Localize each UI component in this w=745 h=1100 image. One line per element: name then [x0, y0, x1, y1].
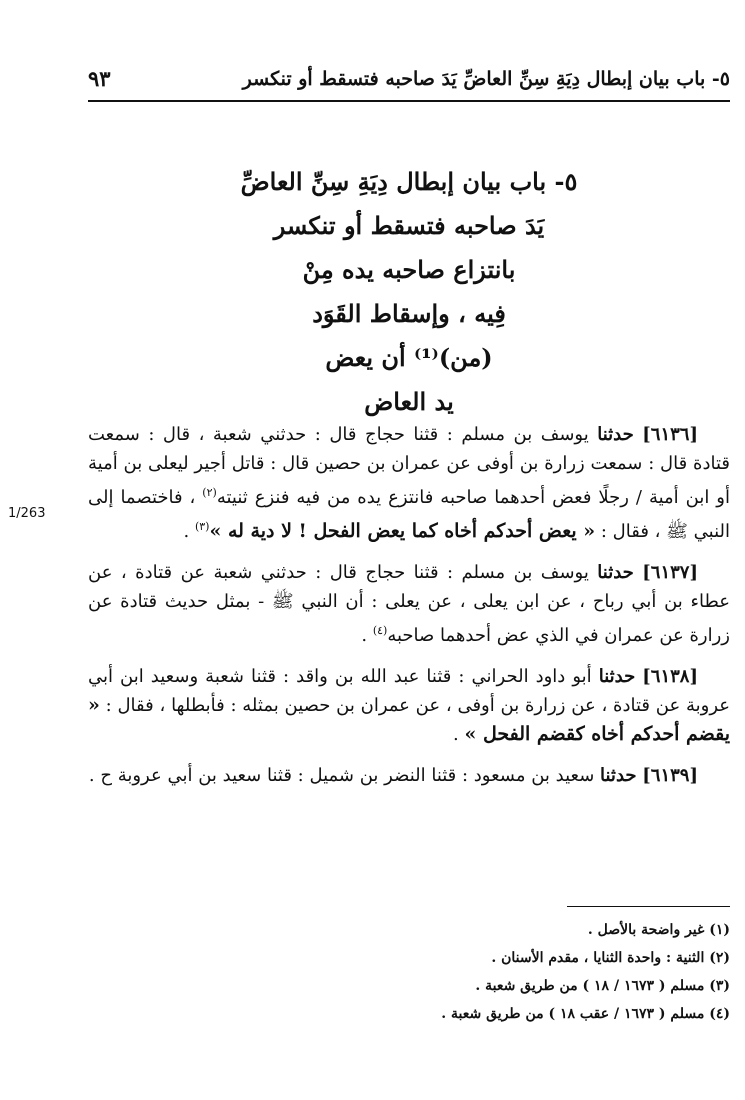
chapter-title-line: بانتزاع صاحبه يده مِنْ — [302, 255, 516, 284]
chapter-title-line: فِيه ، وإسقاط القَوَد — [312, 299, 506, 328]
hadith-keyword: حدثنا — [600, 765, 637, 786]
hadith-number: [٦١٣٧] — [642, 562, 698, 583]
hadith-number: [٦١٣٨] — [642, 666, 698, 687]
hadith-paragraph — [88, 662, 730, 749]
chapter-title-line: (من)⁽¹⁾ أن يعض — [325, 343, 493, 372]
hadith-keyword: حدثنا — [597, 562, 634, 583]
prophetic-quote: « يقضم أحدكم أخاه كقضم الفحل » — [88, 694, 730, 745]
hadith-body — [88, 420, 730, 802]
chapter-title-line: يَدَ صاحبه فتسقط أو تنكسر — [273, 211, 545, 240]
running-header-title: ٥- باب بيان إبطال دِيَةِ سِنِّ العاضِّ يَدَ صاحبه فتسقط أو تنكسر — [242, 68, 730, 90]
chapter-title-line: يد العاض — [364, 387, 454, 416]
hadith-text: . — [183, 521, 195, 542]
page-number: ٩٣ — [88, 66, 111, 91]
chapter-title-line: ٥- باب بيان إبطال دِيَةِ سِنِّ العاضِّ — [240, 167, 578, 196]
margin-page-reference: 1/263 — [8, 506, 46, 521]
hadith-number: [٦١٣٩] — [642, 765, 698, 786]
hadith-text: يوسف بن مسلم : قثنا حجاج قال : حدثني شعبة ، قال : سمعت قتادة قال : سمعت زرارة بن أوفى عن عمران بن حصين قال : قاتل أجير ليعلى بن أمية أو ابن أمية / رجلًا فعض أحدهما صاحبه فانتزع يده من فيه فنزع ثنيته — [88, 424, 730, 508]
hadith-paragraph — [88, 558, 730, 650]
hadith-text: أبو داود الحراني : قثنا عبد الله بن واقد : قثنا شعبة وسعيد ابن أبي عروبة عن قتادة ، عن زرارة بن أوفى ، عن عمران بن حصين بمثله : فأبطلها ، فقال : — [88, 666, 730, 716]
chapter-title — [88, 160, 730, 424]
running-header — [88, 60, 730, 102]
hadith-text: . — [453, 724, 465, 745]
footnote-divider — [567, 906, 730, 907]
hadith-text: ، فاختصما إلى النبي ﷺ ، فقال : — [88, 487, 730, 542]
hadith-paragraph — [88, 420, 730, 546]
footnote-marker: (٢) — [202, 486, 217, 499]
hadith-keyword: حدثنا — [598, 666, 636, 687]
hadith-keyword: حدثنا — [597, 424, 634, 445]
hadith-number: [٦١٣٦] — [642, 424, 698, 445]
footnote-marker: (٣) — [194, 520, 210, 533]
footnotes — [88, 916, 730, 1028]
footnote-marker: (٤) — [372, 624, 388, 637]
footnote: (٤) مسلم ( ١٦٧٣ / عقب ١٨ ) من طريق شعبة . — [441, 1006, 730, 1022]
hadith-paragraph — [88, 761, 730, 790]
hadith-text: يوسف بن مسلم : قثنا حجاج قال : حدثني شعبة عن قتادة ، عن عطاء بن أبي رباح ، عن ابن يعلى ، عن يعلى : أن النبي ﷺ - بمثل حديث قتادة عن زرارة عن عمران في الذي عض أحدهما صاحبه — [88, 562, 730, 646]
footnote: (١) غير واضحة بالأصل . — [587, 922, 730, 938]
prophetic-quote: « يعض أحدكم أخاه كما يعض الفحل ! لا دية له » — [209, 520, 596, 542]
footnote: (٢) الثنية : واحدة الثنايا ، مقدم الأسنان . — [491, 950, 730, 966]
footnote: (٣) مسلم ( ١٦٧٣ / ١٨ ) من طريق شعبة . — [475, 978, 730, 994]
hadith-text: . — [361, 625, 373, 646]
hadith-text: سعيد بن مسعود : قثنا النضر بن شميل : قثنا سعيد بن أبي عروبة ح . — [88, 765, 601, 786]
